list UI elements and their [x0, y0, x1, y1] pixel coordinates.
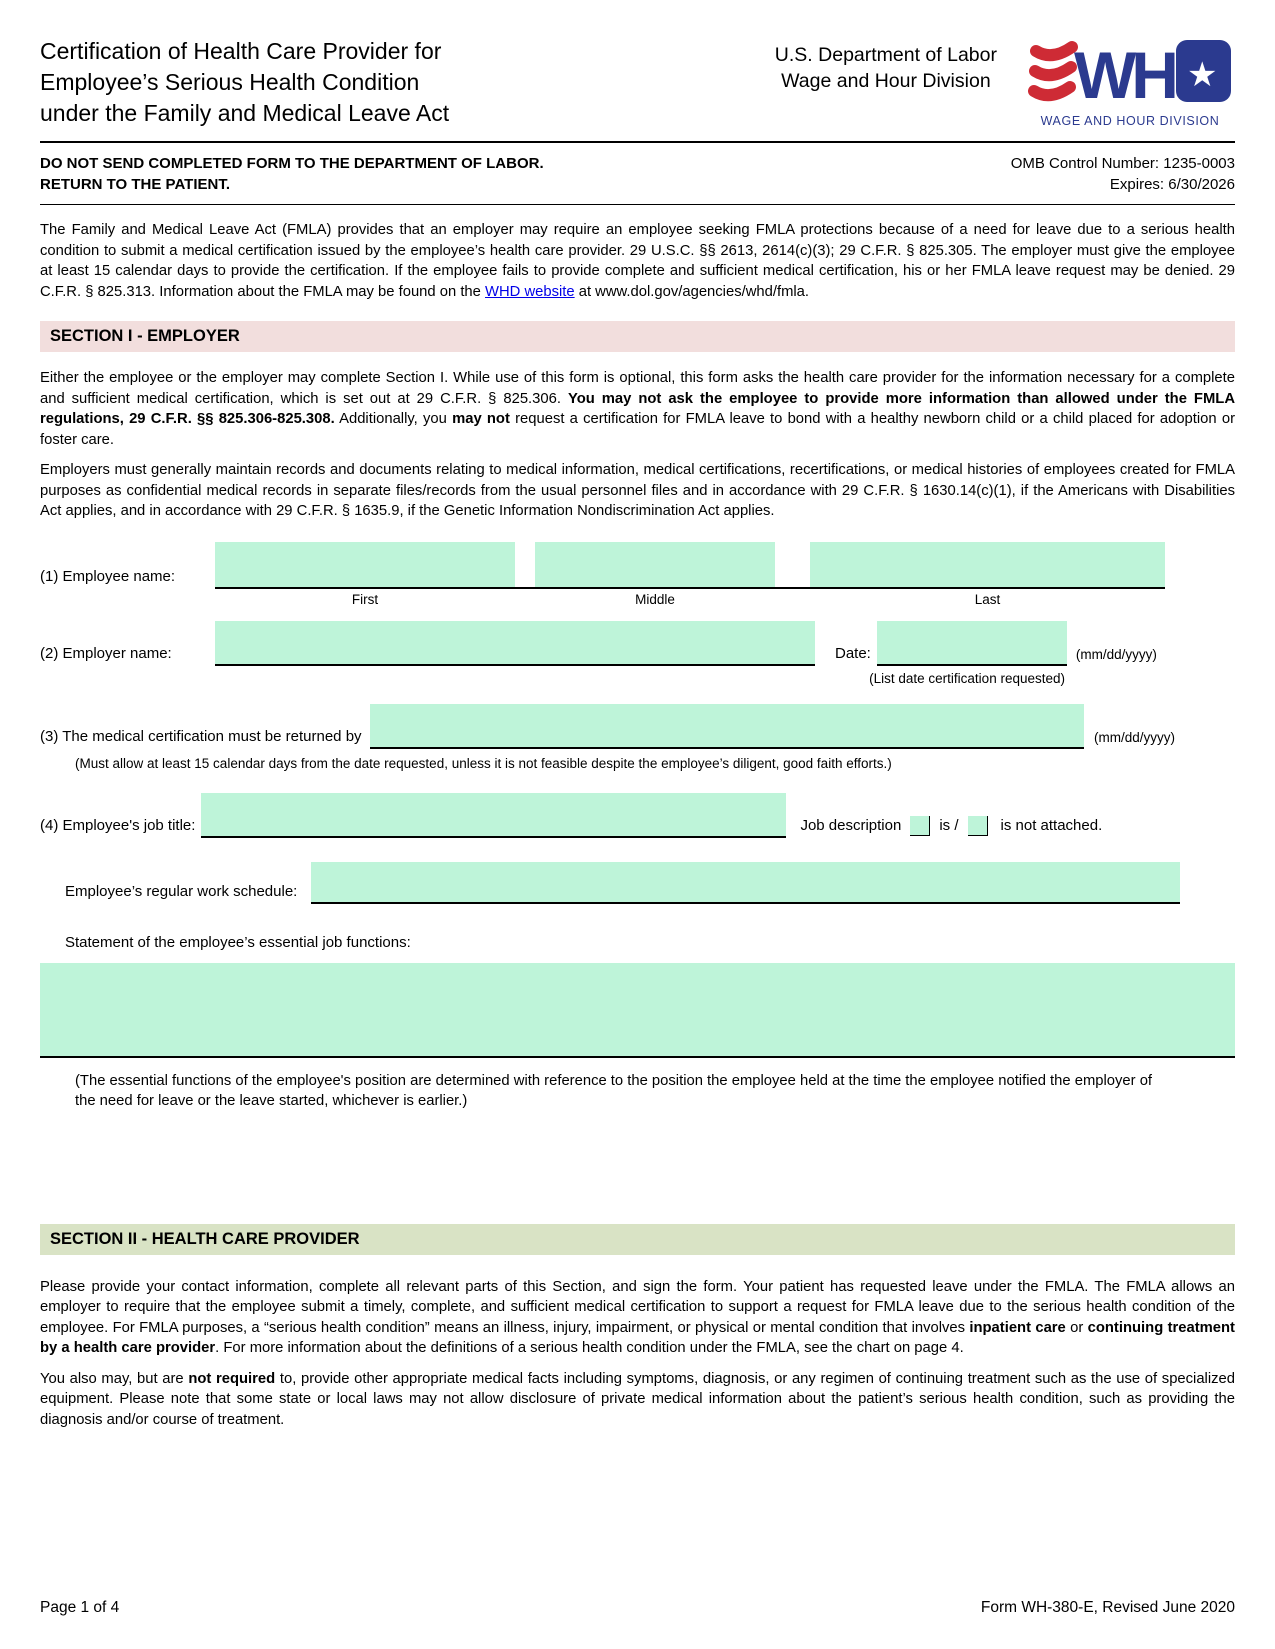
section2-heading: SECTION II - HEALTH CARE PROVIDER [40, 1224, 1235, 1255]
s2p2-run2-bold: not required [188, 1370, 276, 1387]
sublabel-gap [775, 592, 810, 607]
logo-caption: WAGE AND HOUR DIVISION [1040, 114, 1220, 128]
sublabel-spacer [40, 592, 215, 607]
job-description-label: Job description [800, 816, 902, 834]
section1-para1 [40, 368, 1235, 450]
s1p1-run3: Additionally, you [334, 411, 453, 427]
section2-para1 [40, 1277, 1235, 1359]
title-line-3: under the Family and Medical Leave Act [40, 100, 450, 126]
name-sublabels [40, 592, 1235, 607]
middle-label: Middle [635, 591, 675, 607]
omb-number: OMB Control Number: 1235-0003 [1010, 155, 1235, 172]
flag-stripes-icon [1034, 47, 1072, 95]
notice-line-2: RETURN TO THE PATIENT. [40, 176, 231, 193]
section1-para2: Employers must generally maintain records and documents relating to medical information, medical certifications, recertifications, or medical histories of employees created for FMLA purposes as confidential medical records in separate files/records from the usual personnel files and in accordance with 29 C.F.R. § 1630.14(c)(1), if the Americans with Disabilities Act applies, and in accordance with 29 C.F.R. § 1635.9, if the Genetic Information Nondiscrimination Act applies. [40, 462, 1235, 519]
job-description-attached-checkbox[interactable] [910, 816, 930, 836]
employee-first-name-field[interactable] [215, 542, 515, 587]
s2p1-run5: . For more information about the definitions of a serious health condition under the FMLA, see the chart on page 4. [215, 1340, 964, 1356]
header-rule [40, 141, 1235, 143]
employee-middle-name-field[interactable] [535, 542, 775, 587]
employee-name-fields [215, 542, 1165, 589]
first-label: First [351, 591, 379, 607]
date-note: (List date certification requested) [869, 670, 1065, 686]
notice-row [40, 153, 1235, 195]
title-line-1: Certification of Health Care Provider for [40, 38, 442, 64]
essential-functions-label: Statement of the employee’s essential job functions: [65, 933, 411, 951]
whd-logo [1025, 36, 1235, 128]
jd-not-attached-label: is not attached. [1000, 816, 1103, 834]
footer-form-number: Form WH-380-E, Revised June 2020 [980, 1599, 1235, 1616]
jd-is-label: is / [939, 816, 959, 834]
date-label: Date: [835, 644, 871, 662]
s1p1-run4-bold: may not [452, 411, 510, 427]
returned-by-date-field[interactable] [370, 704, 1084, 749]
do-not-send-notice [40, 153, 544, 195]
s2p1-run3: or [1065, 1319, 1088, 1336]
omb-expires: Expires: 6/30/2026 [1109, 176, 1235, 193]
essential-functions-field[interactable] [40, 963, 1235, 1058]
employee-name-row [40, 542, 1235, 589]
s1p1-run5: request a certification for FMLA leave to bond with a healthy newborn child or a child placed for adoption or foster care. [40, 411, 1236, 448]
footer-page-number: Page 1 of 4 [40, 1599, 120, 1616]
employee-name-label: (1) Employee name: [40, 567, 176, 585]
name-gap [515, 542, 535, 587]
header [40, 28, 1235, 129]
returned-by-note: (Must allow at least 15 calendar days from the date requested, unless it is not feasible despite the employee’s diligent, good faith efforts.) [75, 755, 892, 771]
division-line: Wage and Hour Division [781, 70, 991, 92]
work-schedule-label: Employee’s regular work schedule: [65, 882, 298, 900]
whd-wordmark: WH [1073, 38, 1174, 108]
title-line-2: Employee’s Serious Health Condition [40, 69, 420, 95]
omb-block [1011, 153, 1235, 195]
intro-text-after: at www.dol.gov/agencies/whd/fmla. [574, 283, 810, 300]
page-title [40, 28, 775, 129]
returned-by-row [40, 704, 1235, 749]
intro-text-before: The Family and Medical Leave Act (FMLA) provides that an employer may require an employee seeking FMLA protections because of a need for leave due to a serious health condition to submit a medical certification issued by the employee’s health care provider. 29 U.S.C. §§ 2613, 2614(c)(3); 29 C.F.R. § 825.305. The employer must give the employee at least 15 calendar days to provide the certification. If the employee fails to provide complete and sufficient medical certification, his or her FMLA leave request may be denied. 29 C.F.R. § 825.313. Information about the FMLA may be found on the [40, 222, 1235, 300]
notice-line-1: DO NOT SEND COMPLETED FORM TO THE DEPARTMENT OF LABOR. [40, 155, 544, 172]
date-format: (mm/dd/yyyy) [1075, 646, 1157, 662]
footer [40, 1599, 1235, 1617]
s2p1-run4-bold: continuing treatment by a health care provider [40, 1319, 1235, 1356]
s2p1-run2-bold: inpatient care [969, 1319, 1066, 1336]
s1p1-run2-bold: You may not ask the employee to provide more information than allowed under the FMLA regulations, 29 C.F.R. §§ 825.306-825.308. [40, 390, 1236, 427]
agency-name [775, 28, 997, 94]
sublabel-gap [515, 592, 535, 607]
s2p2-run3: to, provide other appropriate medical facts including symptoms, diagnosis, or any regimen of continuing treatment such as the use of specialized equipment. Please note that some state or local laws may not allow disclosure of private medical information about the patient’s serious health condition, such as providing the diagnosis and/or course of treatment. [40, 1370, 1235, 1428]
s2p1-run1: Please provide your contact information, complete all relevant parts of this Section, and sign the form. Your patient has requested leave under the FMLA. The FMLA allows an employer to require that the employee submit a timely, complete, and sufficient medical certification to support a request for FMLA leave due to the serious health condition of the employee. For FMLA purposes, a “serious health condition” means an illness, injury, impairment, or physical or mental condition that involves [40, 1278, 1235, 1336]
job-title-row [40, 793, 1235, 838]
intro-paragraph [40, 220, 1235, 302]
star-icon: ★ [1186, 56, 1217, 94]
job-title-field[interactable] [201, 793, 786, 838]
employer-name-field[interactable] [215, 621, 815, 666]
work-schedule-row [40, 862, 1235, 904]
last-label: Last [974, 591, 1001, 607]
job-title-label: (4) Employee's job title: [40, 816, 196, 834]
section2-para2 [40, 1369, 1235, 1431]
notice-rule [40, 204, 1235, 205]
whd-logo-graphic [1028, 36, 1233, 108]
section1-heading: SECTION I - EMPLOYER [40, 321, 1235, 352]
employee-last-name-field[interactable] [810, 542, 1165, 587]
work-schedule-field[interactable] [311, 862, 1180, 904]
essential-functions-note: (The essential functions of the employee's position are determined with reference to the position the employee held at the time the employee notified the employer of the need for leave or the leave started, whichever is earlier.) [75, 1072, 1153, 1109]
department-line: U.S. Department of Labor [774, 44, 997, 66]
s2p2-run1: You also may, but are [40, 1370, 189, 1387]
name-gap [775, 542, 810, 587]
employer-name-row [40, 621, 1235, 666]
employer-name-label: (2) Employer name: [40, 644, 172, 662]
returned-by-label: (3) The medical certification must be returned by [40, 727, 362, 745]
whd-website-link[interactable]: WHD website [485, 283, 575, 300]
returned-by-format: (mm/dd/yyyy) [1094, 729, 1175, 745]
job-description-not-attached-checkbox[interactable] [968, 816, 988, 836]
date-field[interactable] [877, 621, 1067, 666]
s1p1-run1: Either the employee or the employer may complete Section I. While use of this form is optional, this form asks the health care provider for the information necessary for a complete and sufficient medical certification, which is set out at 29 C.F.R. § 825.306. [40, 370, 1235, 407]
